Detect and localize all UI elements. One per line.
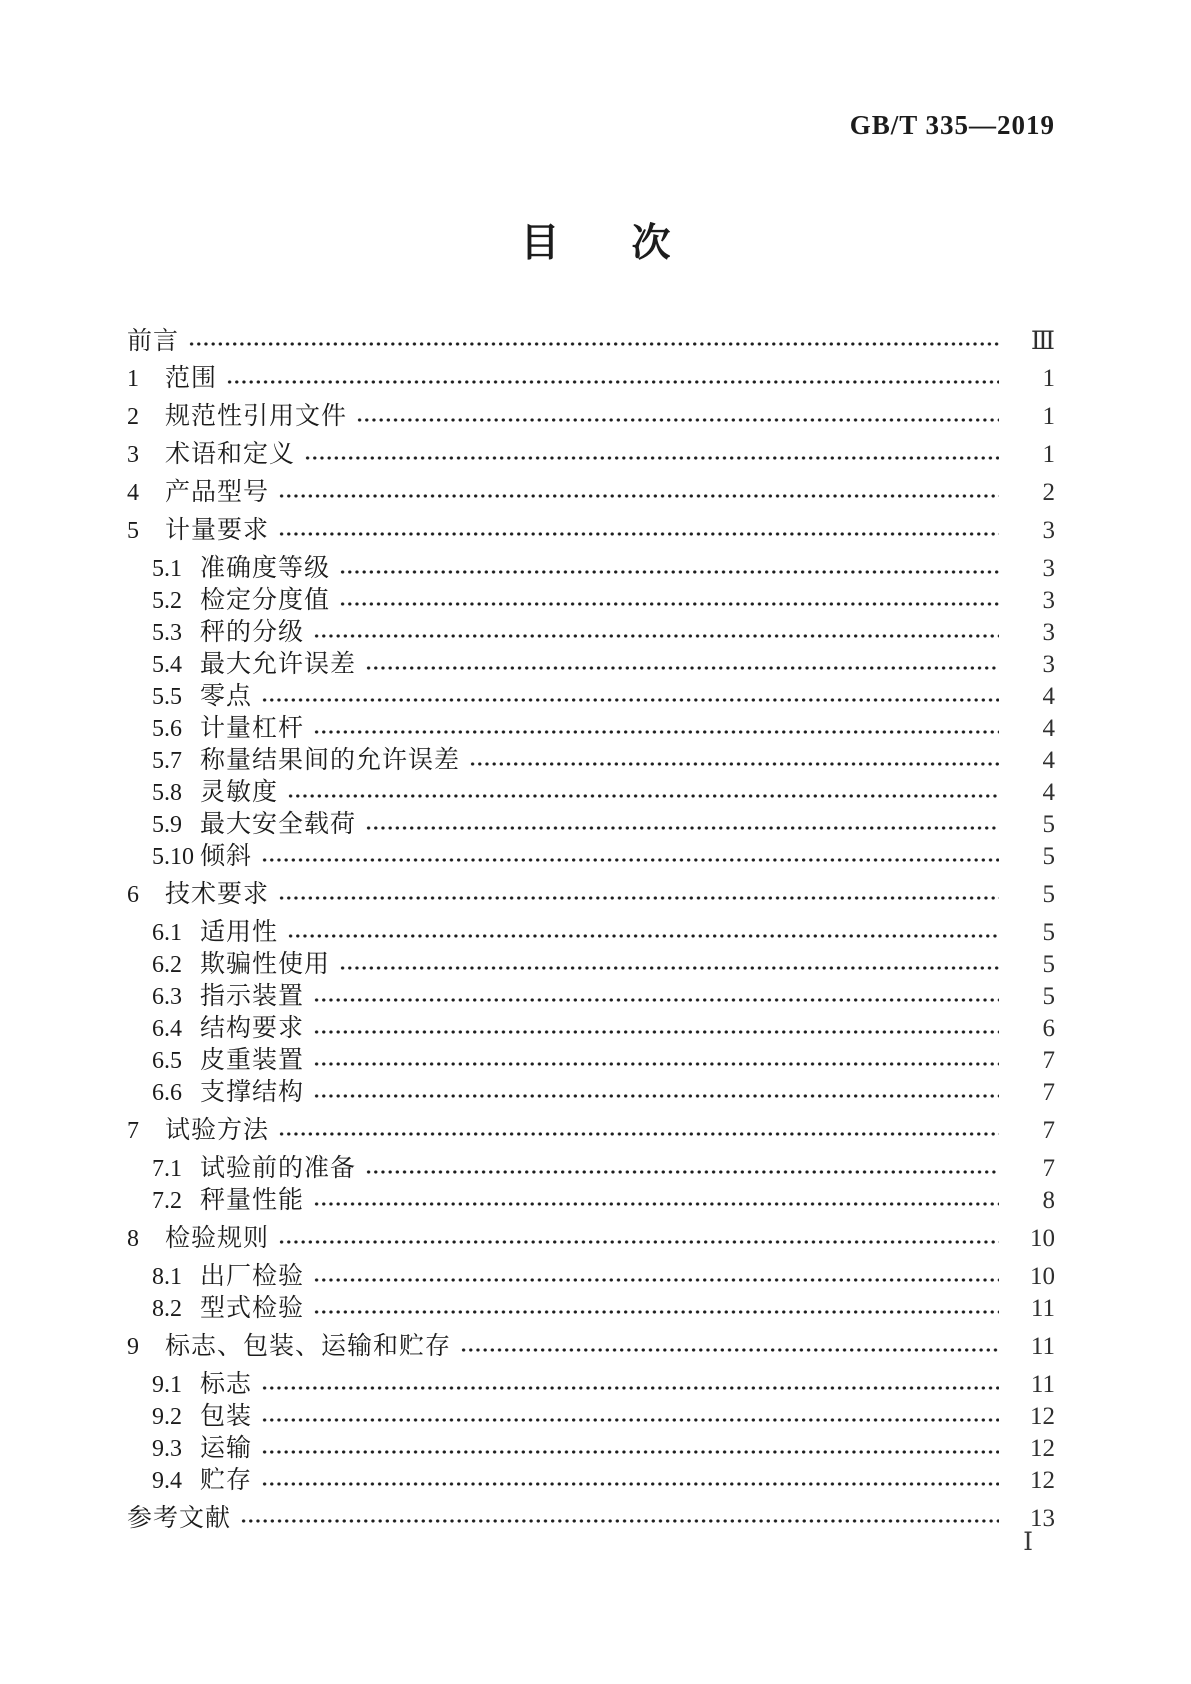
toc-entry-label: 零点 <box>200 683 253 710</box>
toc-entry <box>127 809 1055 841</box>
toc-entry <box>127 1293 1055 1325</box>
toc-page-number: 12 <box>1030 1435 1055 1462</box>
toc-entry <box>127 879 1055 911</box>
dot-leader <box>313 1077 999 1109</box>
toc-entry-label: 出厂检验 <box>200 1263 305 1290</box>
dot-leader <box>278 477 999 509</box>
toc-page-number: 11 <box>1030 1333 1055 1360</box>
toc-page-number: 4 <box>1042 683 1055 710</box>
dot-leader <box>287 777 999 809</box>
toc-entry <box>127 1153 1055 1185</box>
toc-entry-number: 9 <box>127 1334 139 1360</box>
dot-leader <box>365 1153 999 1185</box>
toc-page-number: 7 <box>1042 1079 1055 1106</box>
toc-page-number: 5 <box>1042 983 1055 1010</box>
dot-leader <box>313 1013 999 1045</box>
toc-page-number: 1 <box>1042 403 1055 430</box>
dot-leader <box>313 713 999 745</box>
dot-leader <box>287 917 999 949</box>
dot-leader <box>278 515 999 547</box>
toc-entry <box>127 477 1055 509</box>
dot-leader <box>240 1503 999 1534</box>
dot-leader <box>261 1433 999 1465</box>
toc-page-number: 5 <box>1042 881 1055 908</box>
dot-leader <box>365 649 999 681</box>
toc-list <box>127 320 1055 1540</box>
toc-entry-number: 5.3 <box>152 620 182 646</box>
dot-leader <box>226 363 999 395</box>
toc-page-number: 3 <box>1042 619 1055 646</box>
toc-entry-number: 9.1 <box>152 1372 182 1398</box>
toc-entry <box>127 1115 1055 1147</box>
toc-entry-number: 9.4 <box>152 1468 182 1494</box>
toc-entry-label: 最大安全载荷 <box>200 811 357 838</box>
toc-entry <box>127 745 1055 777</box>
toc-page-number: 3 <box>1042 517 1055 544</box>
toc-entry-number: 6.4 <box>152 1016 182 1042</box>
dot-leader <box>261 841 999 873</box>
toc-entry <box>127 617 1055 649</box>
toc-entry-label: 指示装置 <box>200 983 305 1010</box>
toc-entry <box>127 1261 1055 1293</box>
toc-entry-number: 7.2 <box>152 1188 182 1214</box>
toc-entry <box>127 949 1055 981</box>
dot-leader <box>356 401 999 433</box>
toc-entry-label: 计量杠杆 <box>200 715 305 742</box>
toc-entry-label: 欺骗性使用 <box>200 951 331 978</box>
toc-entry <box>127 1433 1055 1465</box>
dot-leader <box>469 745 999 777</box>
dot-leader <box>339 585 999 617</box>
toc-entry-number: 6.5 <box>152 1048 182 1074</box>
toc-entry-label: 运输 <box>200 1435 253 1462</box>
toc-entry-number: 4 <box>127 480 139 506</box>
toc-entry-label: 皮重装置 <box>200 1047 305 1074</box>
toc-page-number: 5 <box>1042 951 1055 978</box>
toc-entry-number: 6.6 <box>152 1080 182 1106</box>
toc-page-number: 4 <box>1042 747 1055 774</box>
toc-title <box>0 212 1191 268</box>
toc-entry <box>127 1369 1055 1401</box>
toc-entry-label: 试验前的准备 <box>200 1155 357 1182</box>
dot-leader <box>313 1293 999 1325</box>
toc-entry-label: 计量要求 <box>165 517 270 544</box>
toc-entry <box>127 439 1055 471</box>
dot-leader <box>313 981 999 1013</box>
dot-leader <box>313 617 999 649</box>
toc-entry <box>127 1045 1055 1077</box>
toc-title-char: 目 <box>520 222 560 265</box>
toc-entry <box>127 1503 1055 1534</box>
toc-entry-number: 5.1 <box>152 556 182 582</box>
toc-entry-label: 标志、包装、运输和贮存 <box>165 1333 452 1360</box>
toc-entry-label: 产品型号 <box>165 479 270 506</box>
toc-entry-number: 3 <box>127 442 139 468</box>
toc-page-number: 8 <box>1042 1187 1055 1214</box>
toc-entry-label: 术语和定义 <box>165 441 296 468</box>
toc-entry-number: 5 <box>127 518 139 544</box>
toc-entry <box>127 1223 1055 1255</box>
toc-page-number: 5 <box>1042 843 1055 870</box>
dot-leader <box>188 326 999 357</box>
toc-page-number: 10 <box>1030 1263 1055 1290</box>
toc-entry <box>127 1077 1055 1109</box>
toc-page-number: 2 <box>1042 479 1055 506</box>
toc-page-number: 4 <box>1042 715 1055 742</box>
toc-entry-number: 7.1 <box>152 1156 182 1182</box>
toc-entry-number: 5.10 <box>152 844 194 870</box>
toc-page-number: 7 <box>1042 1117 1055 1144</box>
toc-entry <box>127 841 1055 873</box>
dot-leader <box>278 1115 999 1147</box>
toc-page-number: 4 <box>1042 779 1055 806</box>
toc-entry-number: 8.2 <box>152 1296 182 1322</box>
standard-number: GB/T 335—2019 <box>849 110 1055 140</box>
toc-entry-label: 倾斜 <box>200 843 253 870</box>
toc-page-number: 7 <box>1042 1047 1055 1074</box>
toc-entry-label: 称量结果间的允许误差 <box>200 747 461 774</box>
toc-page-number: 3 <box>1042 651 1055 678</box>
dot-leader <box>278 879 999 911</box>
dot-leader <box>278 1223 999 1255</box>
page-number-footer: Ⅰ <box>1023 1529 1033 1556</box>
toc-page-number: 12 <box>1030 1467 1055 1494</box>
toc-entry <box>127 649 1055 681</box>
toc-entry-number: 7 <box>127 1118 139 1144</box>
dot-leader <box>261 1369 999 1401</box>
toc-entry-number: 5.5 <box>152 684 182 710</box>
toc-entry-number: 5.9 <box>152 812 182 838</box>
toc-entry <box>127 363 1055 395</box>
toc-entry <box>127 713 1055 745</box>
toc-entry-label: 范围 <box>165 365 218 392</box>
toc-entry-number: 6.3 <box>152 984 182 1010</box>
toc-entry <box>127 585 1055 617</box>
toc-entry <box>127 515 1055 547</box>
toc-entry-number: 8.1 <box>152 1264 182 1290</box>
toc-page-number: 13 <box>1030 1505 1055 1532</box>
dot-leader <box>304 439 999 471</box>
toc-page-number: 1 <box>1042 441 1055 468</box>
toc-page-number: 5 <box>1042 811 1055 838</box>
dot-leader <box>313 1261 999 1293</box>
dot-leader <box>313 1185 999 1217</box>
toc-entry-number: 5.2 <box>152 588 182 614</box>
toc-entry-number: 5.6 <box>152 716 182 742</box>
toc-entry-label: 参考文献 <box>127 1505 232 1532</box>
toc-entry-label: 贮存 <box>200 1467 253 1494</box>
toc-entry-number: 8 <box>127 1226 139 1252</box>
toc-entry <box>127 917 1055 949</box>
toc-entry-label: 适用性 <box>200 919 279 946</box>
toc-entry-label: 秤的分级 <box>200 619 305 646</box>
toc-entry <box>127 1331 1055 1363</box>
toc-entry <box>127 681 1055 713</box>
dot-leader <box>339 553 999 585</box>
toc-entry-label: 检定分度值 <box>200 587 331 614</box>
toc-entry-number: 1 <box>127 366 139 392</box>
toc-entry <box>127 981 1055 1013</box>
toc-entry <box>127 1185 1055 1217</box>
toc-page-number: 3 <box>1042 555 1055 582</box>
toc-entry-label: 结构要求 <box>200 1015 305 1042</box>
toc-page-number: 11 <box>1030 1295 1055 1322</box>
toc-page-number: Ⅲ <box>1030 328 1055 355</box>
dot-leader <box>460 1331 999 1363</box>
toc-entry-number: 6.2 <box>152 952 182 978</box>
dot-leader <box>365 809 999 841</box>
toc-entry-number: 9.3 <box>152 1436 182 1462</box>
toc-entry-label: 标志 <box>200 1371 253 1398</box>
toc-entry <box>127 1401 1055 1433</box>
dot-leader <box>339 949 999 981</box>
toc-entry-label: 型式检验 <box>200 1295 305 1322</box>
toc-entry <box>127 777 1055 809</box>
toc-entry-label: 规范性引用文件 <box>165 403 348 430</box>
toc-entry <box>127 401 1055 433</box>
dot-leader <box>261 1401 999 1433</box>
toc-entry-number: 6.1 <box>152 920 182 946</box>
toc-entry-number: 5.4 <box>152 652 182 678</box>
toc-entry-number: 5.7 <box>152 748 182 774</box>
toc-entry-label: 灵敏度 <box>200 779 279 806</box>
dot-leader <box>261 681 999 713</box>
toc-entry <box>127 553 1055 585</box>
toc-page-number: 10 <box>1030 1225 1055 1252</box>
toc-entry <box>127 326 1055 357</box>
toc-entry-number: 5.8 <box>152 780 182 806</box>
toc-entry-label: 检验规则 <box>165 1225 270 1252</box>
toc-page-number: 11 <box>1030 1371 1055 1398</box>
toc-entry-label: 技术要求 <box>165 881 270 908</box>
toc-page-number: 7 <box>1042 1155 1055 1182</box>
toc-entry-label: 试验方法 <box>165 1117 270 1144</box>
toc-entry-number: 6 <box>127 882 139 908</box>
toc-entry <box>127 1465 1055 1497</box>
toc-entry-label: 秤量性能 <box>200 1187 305 1214</box>
toc-title-char: 次 <box>631 222 671 265</box>
toc-entry-label: 前言 <box>127 328 180 355</box>
toc-page-number: 6 <box>1042 1015 1055 1042</box>
toc-entry-label: 包装 <box>200 1403 253 1430</box>
toc-entry-number: 2 <box>127 404 139 430</box>
toc-page-number: 1 <box>1042 365 1055 392</box>
dot-leader <box>261 1465 999 1497</box>
toc-entry-label: 最大允许误差 <box>200 651 357 678</box>
toc-entry-label: 支撑结构 <box>200 1079 305 1106</box>
toc-entry <box>127 1013 1055 1045</box>
toc-entry-label: 准确度等级 <box>200 555 331 582</box>
toc-page-number: 3 <box>1042 587 1055 614</box>
toc-page-number: 12 <box>1030 1403 1055 1430</box>
dot-leader <box>313 1045 999 1077</box>
toc-entry-number: 9.2 <box>152 1404 182 1430</box>
toc-page-number: 5 <box>1042 919 1055 946</box>
